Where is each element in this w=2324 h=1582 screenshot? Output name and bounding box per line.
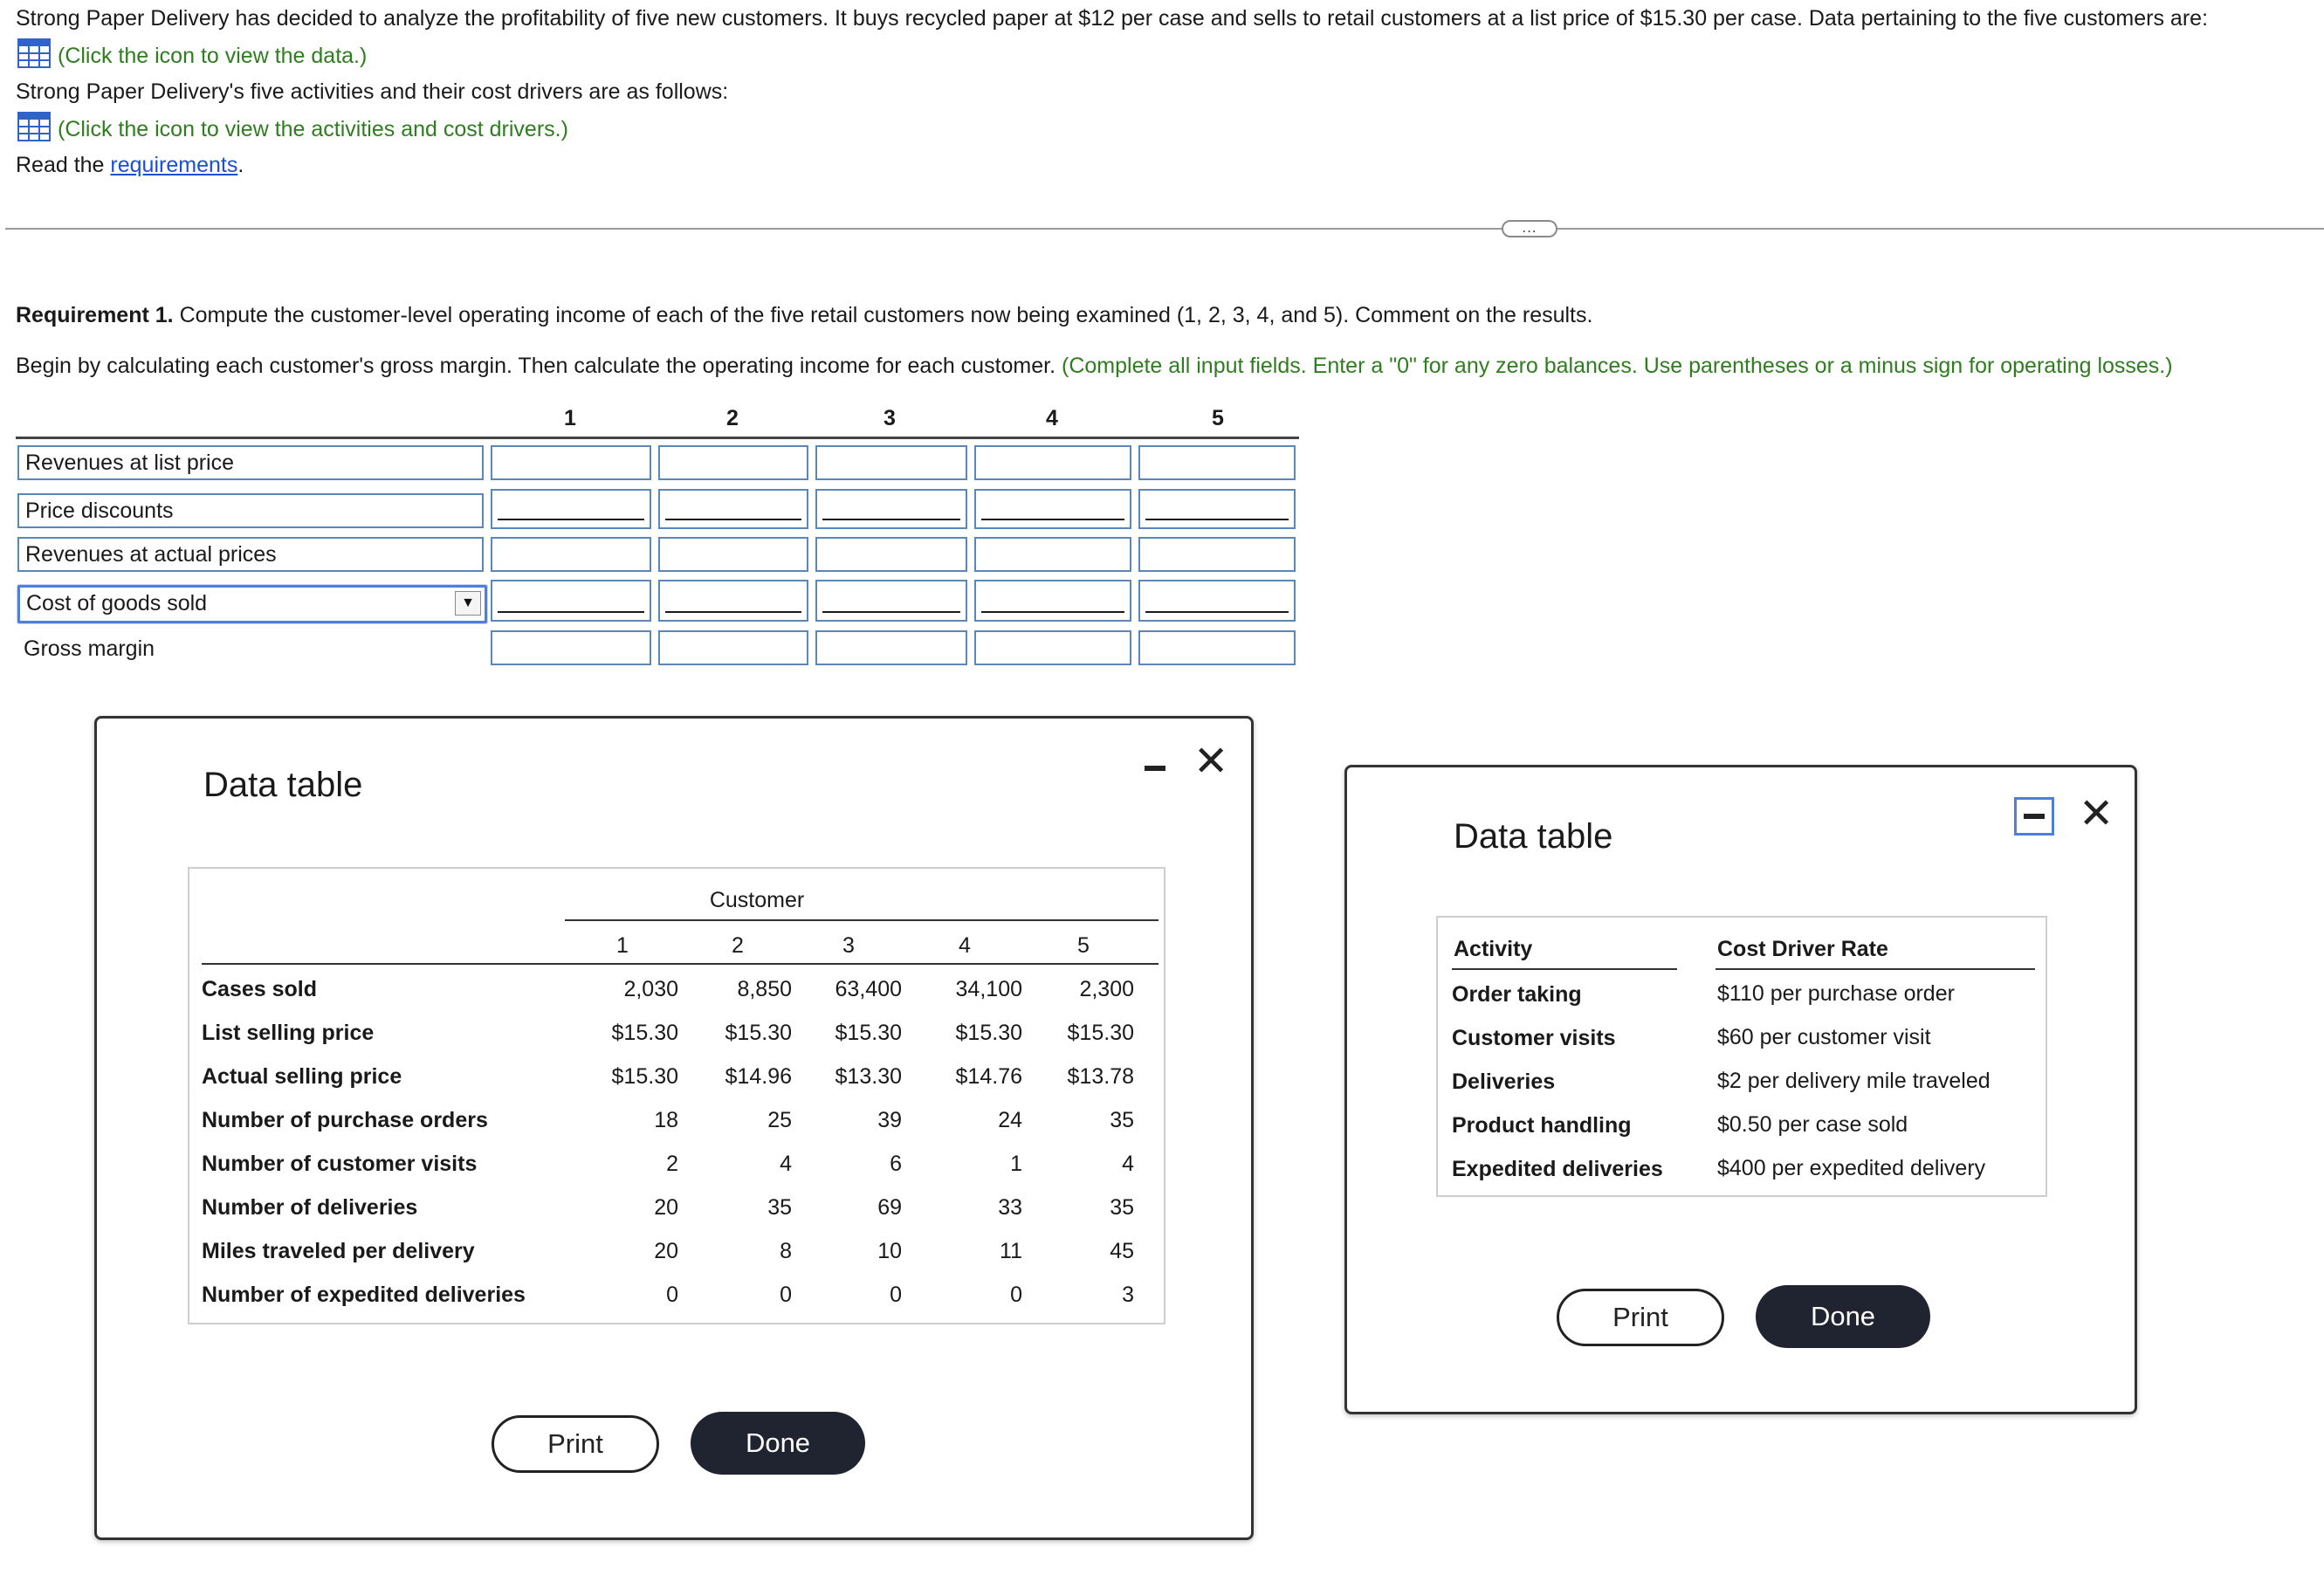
dialog-title: Data table bbox=[203, 766, 363, 804]
data-cell: $15.30 bbox=[611, 1064, 678, 1089]
data-row-label: Number of deliveries bbox=[202, 1195, 418, 1220]
input-cogs-2[interactable] bbox=[658, 580, 808, 622]
row-label-select-cogs[interactable] bbox=[17, 585, 487, 623]
close-icon[interactable]: ✕ bbox=[2079, 791, 2114, 837]
data-cell: 0 bbox=[666, 1283, 678, 1307]
rate-header: Cost Driver Rate bbox=[1717, 937, 1888, 961]
data-cell: 2,030 bbox=[623, 977, 678, 1001]
minimize-icon bbox=[2024, 814, 2045, 819]
intro-line-1: Strong Paper Delivery has decided to analyze the profitability of five new customers. It buys recycled paper at $12 per case and sells to retail customers at a list price of $15.30 per case. Data pertaining to the five customers are: bbox=[16, 6, 2209, 31]
input-gross-margin-5[interactable] bbox=[1138, 630, 1296, 665]
data-cell: 8 bbox=[780, 1239, 792, 1263]
input-revenues-actual-1[interactable] bbox=[491, 537, 651, 572]
data-cell: 4 bbox=[1122, 1152, 1134, 1176]
data-row-label: Actual selling price bbox=[202, 1064, 402, 1089]
data-cell: 20 bbox=[654, 1239, 678, 1263]
data-row-label: Number of expedited deliveries bbox=[202, 1283, 526, 1307]
input-revenues-list-1[interactable] bbox=[491, 445, 651, 480]
customer-column-header: 5 bbox=[1077, 933, 1090, 958]
data-cell: $14.76 bbox=[955, 1064, 1022, 1089]
customer-column-header: 1 bbox=[616, 933, 629, 958]
activity-name: Expedited deliveries bbox=[1452, 1157, 1663, 1181]
data-cell: 6 bbox=[890, 1152, 902, 1176]
customer-data-table bbox=[188, 867, 1165, 1324]
intro-line-2: Strong Paper Delivery's five activities and their cost drivers are as follows: bbox=[16, 79, 729, 104]
input-cogs-4[interactable] bbox=[974, 580, 1131, 622]
customer-column-header: 3 bbox=[842, 933, 855, 958]
read-prefix: Read the bbox=[16, 153, 105, 177]
table-icon bbox=[17, 38, 51, 68]
table-icon bbox=[17, 112, 51, 141]
data-row-label: Number of customer visits bbox=[202, 1152, 478, 1176]
data-link-text[interactable]: (Click the icon to view the data.) bbox=[58, 44, 368, 68]
activity-data-dialog bbox=[1344, 765, 2137, 1414]
input-price-discounts-2[interactable] bbox=[658, 489, 808, 529]
input-gross-margin-4[interactable] bbox=[974, 630, 1131, 665]
done-button[interactable]: Done bbox=[691, 1412, 865, 1475]
row-label-price-discounts: Price discounts bbox=[17, 493, 484, 528]
activity-rate: $0.50 per case sold bbox=[1717, 1112, 1908, 1137]
customer-data-dialog bbox=[94, 716, 1254, 1540]
data-cell: 2 bbox=[666, 1152, 678, 1176]
data-cell: 4 bbox=[780, 1152, 792, 1176]
grid-column-header: 1 bbox=[564, 406, 576, 430]
row-label-gross-margin: Gross margin bbox=[24, 636, 155, 661]
data-cell: 33 bbox=[998, 1195, 1022, 1220]
data-cell: 3 bbox=[1122, 1283, 1134, 1307]
data-row-label: Cases sold bbox=[202, 977, 318, 1001]
data-cell: $13.30 bbox=[835, 1064, 902, 1089]
rate-header-rule bbox=[1715, 968, 2035, 970]
input-cogs-1[interactable] bbox=[491, 580, 651, 622]
data-row-label: Number of purchase orders bbox=[202, 1108, 488, 1132]
input-revenues-actual-3[interactable] bbox=[815, 537, 967, 572]
data-cell: 0 bbox=[1010, 1283, 1022, 1307]
input-revenues-list-5[interactable] bbox=[1138, 445, 1296, 480]
print-button[interactable]: Print bbox=[492, 1415, 659, 1473]
activity-name: Order taking bbox=[1452, 982, 1582, 1007]
data-row-label: Miles traveled per delivery bbox=[202, 1239, 475, 1263]
grid-column-header: 2 bbox=[726, 406, 739, 430]
grid-column-header: 4 bbox=[1046, 406, 1058, 430]
dialog-title: Data table bbox=[1454, 817, 1613, 856]
close-icon[interactable]: ✕ bbox=[1193, 739, 1229, 785]
data-cell: $15.30 bbox=[611, 1021, 678, 1045]
minimize-button[interactable] bbox=[2014, 797, 2054, 836]
input-price-discounts-5[interactable] bbox=[1138, 489, 1296, 529]
activity-header-rule bbox=[1452, 968, 1677, 970]
data-cell: $15.30 bbox=[1067, 1021, 1134, 1045]
data-cell: 11 bbox=[1000, 1239, 1022, 1263]
data-cell: 18 bbox=[654, 1108, 678, 1132]
requirement-body: Compute the customer-level operating income of each of the five retail customers now being examined (1, 2, 3, 4, and 5). Comment on the results. bbox=[179, 303, 1593, 327]
requirement-text bbox=[16, 302, 1592, 328]
input-price-discounts-1[interactable] bbox=[491, 489, 651, 529]
input-gross-margin-3[interactable] bbox=[815, 630, 967, 665]
customer-column-header: 2 bbox=[732, 933, 744, 958]
input-price-discounts-3[interactable] bbox=[815, 489, 967, 529]
done-button[interactable]: Done bbox=[1756, 1285, 1930, 1348]
print-button[interactable]: Print bbox=[1557, 1289, 1724, 1346]
input-revenues-actual-5[interactable] bbox=[1138, 537, 1296, 572]
input-revenues-list-4[interactable] bbox=[974, 445, 1131, 480]
data-row-label: List selling price bbox=[202, 1021, 375, 1045]
data-cell: $15.30 bbox=[725, 1021, 792, 1045]
row-label-revenues-actual: Revenues at actual prices bbox=[17, 537, 484, 572]
data-cell: 63,400 bbox=[835, 977, 902, 1001]
customer-group-header: Customer bbox=[709, 888, 805, 912]
instruction-text: Begin by calculating each customer's gross margin. Then calculate the operating income for each customer. bbox=[16, 354, 1056, 378]
row-label-revenues-list: Revenues at list price bbox=[17, 445, 484, 480]
data-cell: 10 bbox=[877, 1239, 902, 1263]
requirement-label: Requirement 1. bbox=[16, 303, 174, 327]
input-price-discounts-4[interactable] bbox=[974, 489, 1131, 529]
requirements-link[interactable]: requirements bbox=[110, 153, 238, 177]
customer-column-header: 4 bbox=[959, 933, 971, 958]
activity-rate: $400 per expedited delivery bbox=[1717, 1156, 1986, 1180]
input-gross-margin-1[interactable] bbox=[491, 630, 651, 665]
activities-link[interactable] bbox=[17, 112, 568, 142]
data-cell: 39 bbox=[877, 1108, 902, 1132]
input-cogs-3[interactable] bbox=[815, 580, 967, 622]
section-divider bbox=[5, 228, 2324, 230]
minimize-icon[interactable] bbox=[1145, 766, 1165, 771]
activity-rate: $110 per purchase order bbox=[1717, 981, 1955, 1006]
activity-rate: $2 per delivery mile traveled bbox=[1717, 1069, 1991, 1093]
grid-column-header: 3 bbox=[884, 406, 896, 430]
read-suffix: . bbox=[237, 153, 244, 177]
activity-name: Product handling bbox=[1452, 1113, 1632, 1138]
activities-link-text[interactable]: (Click the icon to view the activities and cost drivers.) bbox=[58, 117, 568, 141]
data-cell: 0 bbox=[780, 1283, 792, 1307]
data-cell: 35 bbox=[767, 1195, 792, 1220]
input-gross-margin-2[interactable] bbox=[658, 630, 808, 665]
input-revenues-list-2[interactable] bbox=[658, 445, 808, 480]
input-cogs-5[interactable] bbox=[1138, 580, 1296, 622]
activity-name: Deliveries bbox=[1452, 1070, 1556, 1094]
grid-header-rule bbox=[16, 437, 1299, 439]
activity-table bbox=[1436, 916, 2047, 1197]
data-link[interactable] bbox=[17, 38, 367, 69]
data-cell: 20 bbox=[654, 1195, 678, 1220]
input-revenues-list-3[interactable] bbox=[815, 445, 967, 480]
read-requirements bbox=[16, 152, 244, 178]
instruction-hint: (Complete all input fields. Enter a "0" for any zero balances. Use parentheses or a minus sign for operating losses.) bbox=[1062, 354, 2173, 378]
chevron-down-icon[interactable]: ▼ bbox=[455, 591, 481, 616]
requirement-instruction bbox=[16, 353, 2173, 379]
group-header-rule bbox=[565, 919, 1159, 921]
data-cell: 8,850 bbox=[737, 977, 792, 1001]
data-cell: 25 bbox=[767, 1108, 792, 1132]
activity-name: Customer visits bbox=[1452, 1026, 1616, 1050]
data-cell: 1 bbox=[1010, 1152, 1022, 1176]
data-cell: 45 bbox=[1110, 1239, 1134, 1263]
data-cell: 2,300 bbox=[1079, 977, 1134, 1001]
data-cell: 34,100 bbox=[955, 977, 1022, 1001]
data-cell: 69 bbox=[877, 1195, 902, 1220]
select-value: Cost of goods sold bbox=[26, 591, 208, 616]
data-cell: 24 bbox=[998, 1108, 1022, 1132]
activity-header: Activity bbox=[1454, 937, 1533, 961]
data-cell: $15.30 bbox=[835, 1021, 902, 1045]
data-cell: $15.30 bbox=[955, 1021, 1022, 1045]
data-cell: 0 bbox=[890, 1283, 902, 1307]
expand-more-button[interactable]: … bbox=[1502, 220, 1557, 237]
activity-rate: $60 per customer visit bbox=[1717, 1025, 1931, 1049]
data-cell: $14.96 bbox=[725, 1064, 792, 1089]
input-revenues-actual-2[interactable] bbox=[658, 537, 808, 572]
data-cell: 35 bbox=[1110, 1108, 1134, 1132]
grid-column-header: 5 bbox=[1212, 406, 1224, 430]
data-cell: $13.78 bbox=[1067, 1064, 1134, 1089]
input-revenues-actual-4[interactable] bbox=[974, 537, 1131, 572]
column-header-rule bbox=[202, 963, 1159, 965]
data-cell: 35 bbox=[1110, 1195, 1134, 1220]
